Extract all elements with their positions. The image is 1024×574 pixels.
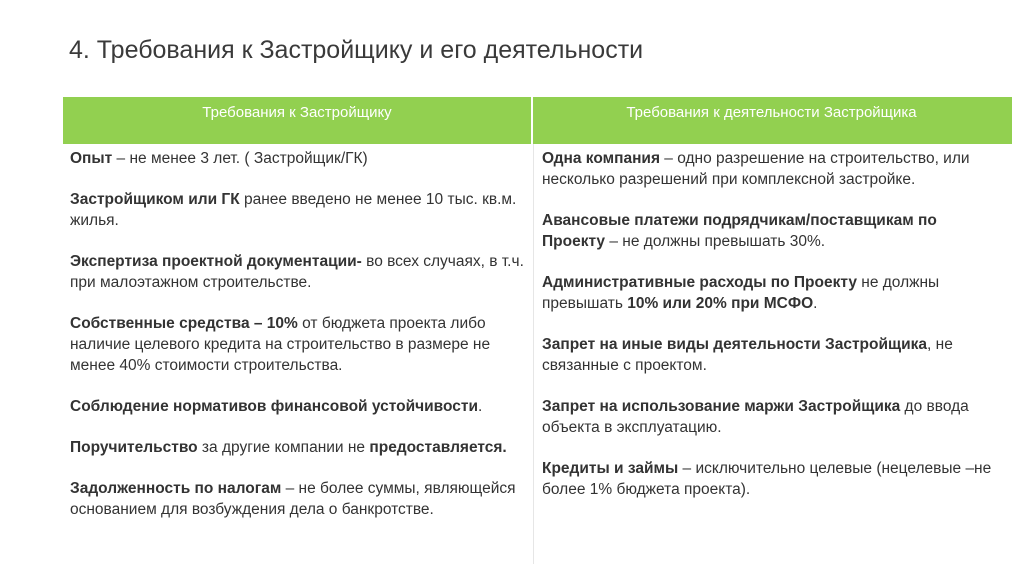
list-item [70,148,525,169]
item-text: – исключительно целевые (нецелевые –не более 1% бюджета проекта). [542,460,992,498]
table-header [63,97,1012,144]
item-text: – одно разрешение на строительство, или несколько разрешений при комплексной застройке. [542,150,970,188]
item-text: – не более суммы, являющейся основанием для возбуждения дела о банкротстве. [70,480,516,518]
item-term-2: предоставляется. [369,439,507,456]
list-item [70,478,525,520]
item-term: Экспертиза проектной документации- [70,253,362,270]
item-term: Одна компания [542,150,660,167]
item-text-2: . [813,295,818,312]
item-text: . [477,398,483,415]
item-text: во всех случаях, в т.ч. при малоэтажном строительстве. [70,253,524,291]
column-divider [533,144,534,564]
item-text: не должны превышать [542,274,940,312]
list-item [542,148,992,190]
list-item [70,396,525,417]
item-text: – не должны превышать 30%. [605,233,826,250]
list-item [542,272,992,314]
item-text: за другие компании не [197,439,370,456]
developer-requirements-column [70,148,525,540]
item-term: Поручительство [70,439,198,456]
item-text: – не менее 3 лет. ( Застройщик/ГК) [112,150,368,167]
item-term: Запрет на иные виды деятельности Застройщика [542,336,928,353]
list-item [542,458,992,500]
item-term: Соблюдение нормативов финансовой устойчивости [70,398,478,415]
item-term-2: 10% или 20% при МСФО [627,295,814,312]
item-text: ранее введено не менее 10 тыс. кв.м. жилья. [70,191,517,229]
item-text: , не связанные с проектом. [542,336,953,374]
item-term: Собственные средства – 10% [70,315,298,332]
header-developer-requirements: Требования к Застройщику [63,97,533,144]
item-term: Запрет на использование маржи Застройщика [542,398,901,415]
item-term: Задолженность по налогам [70,480,282,497]
list-item [70,251,525,293]
item-term: Кредиты и займы [542,460,679,477]
item-text: от бюджета проекта либо наличие целевого кредита на строительство в размере не менее 40% стоимости строительства. [70,315,491,374]
item-text: до ввода объекта в эксплуатацию. [542,398,969,436]
slide-title: 4. Требования к Застройщику и его деятельности [69,36,644,64]
list-item [542,334,992,376]
item-term: Авансовые платежи подрядчикам/поставщикам по Проекту [542,212,937,250]
list-item [542,210,992,252]
list-item [70,313,525,376]
item-term: Опыт [70,150,113,167]
item-term: Административные расходы по Проекту [542,274,857,291]
activity-requirements-column [542,148,992,520]
list-item [70,437,525,458]
header-activity-requirements: Требования к деятельности Застройщика [626,104,917,121]
list-item [542,396,992,438]
list-item [70,189,525,231]
item-term: Застройщиком или ГК [70,191,240,208]
